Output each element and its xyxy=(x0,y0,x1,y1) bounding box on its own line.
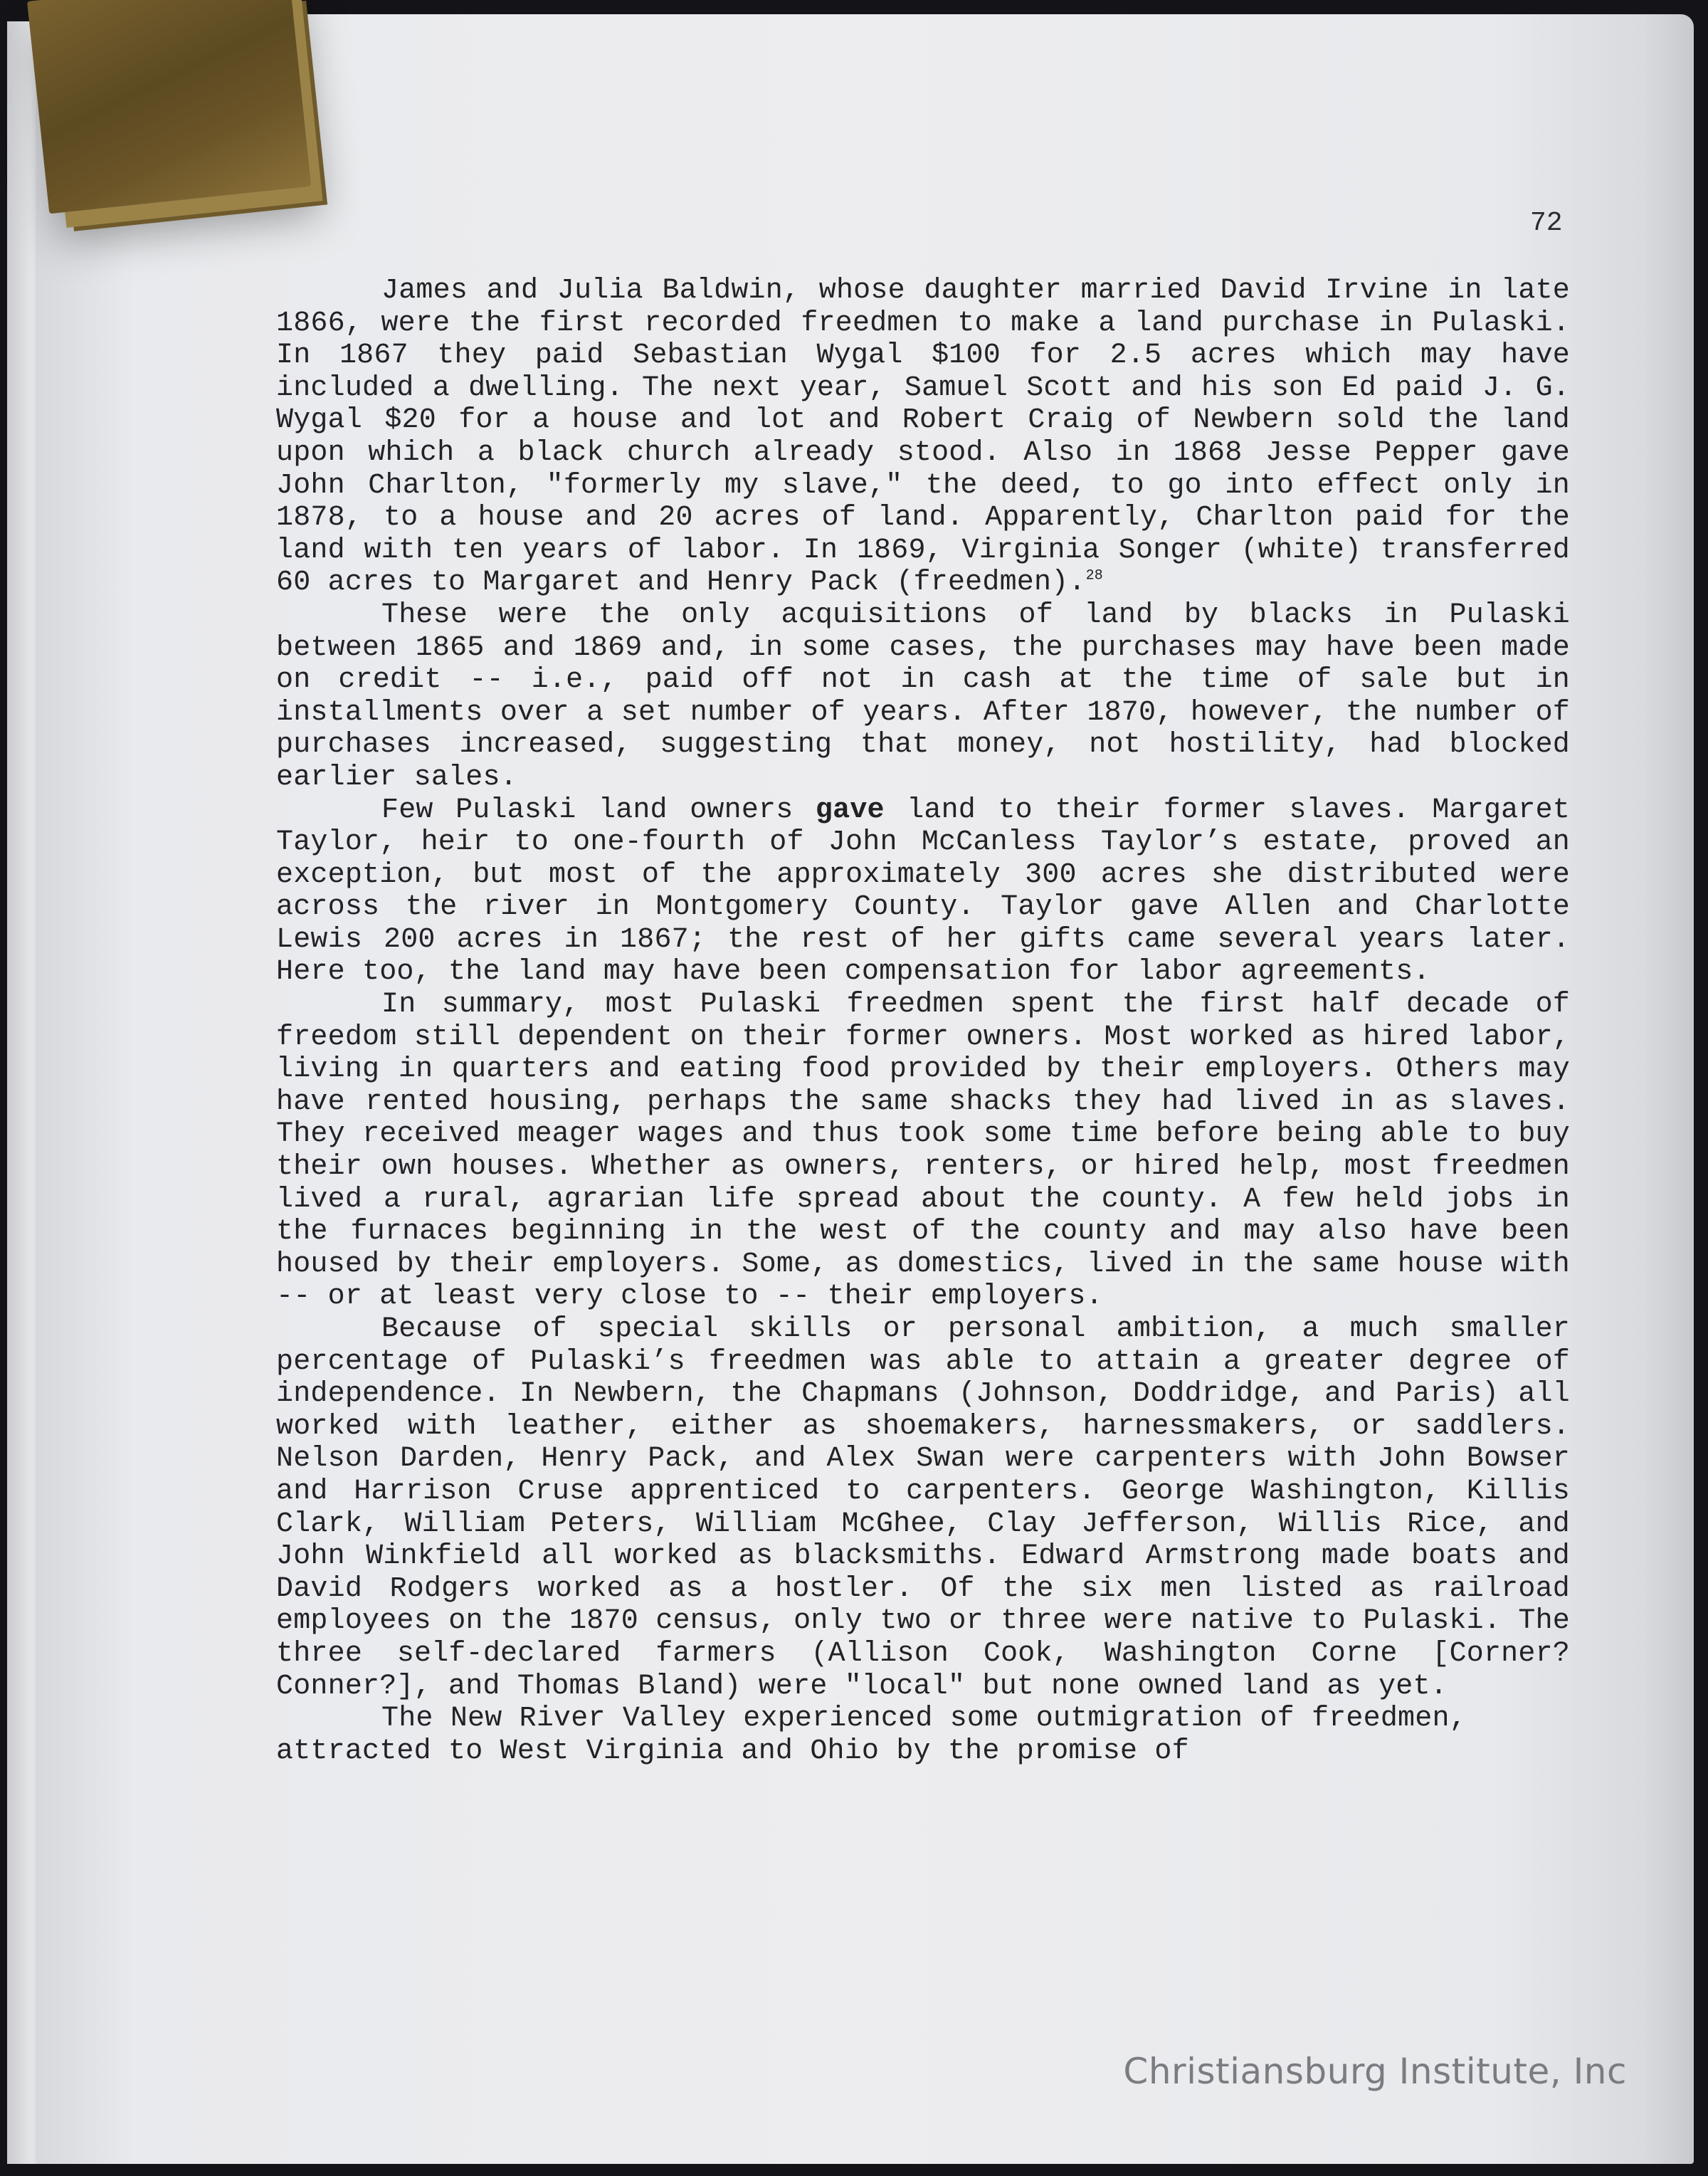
body-text xyxy=(276,275,1570,1767)
paragraph-6: The New River Valley experienced some outmigration of freedmen, attracted to West Virginia and Ohio by the promise of xyxy=(276,1703,1467,1767)
paragraph-2: These were the only acquisitions of land by blacks in Pulaski between 1865 and 1869 and, in some cases, the purchases may have been made on credit -- i.e., paid off not in cash at the time of sale but in installments over a set number of years. After 1870, however, the number of purchases increased, suggesting that money, not hostility, had blocked earlier sales. xyxy=(276,599,1570,794)
paragraph-3-text-before: Few Pulaski land owners xyxy=(381,794,816,826)
paragraph-5: Because of special skills or personal ambition, a much smaller percentage of Pulaski’s freedmen was able to attain a greater degree of independence. In Newbern, the Chapmans (Johnson, Doddridge, and Paris) all worked with leather, either as shoemakers, harnessmakers, or saddlers. Nelson Darden, Henry Pack, and Alex Swan were carpenters with John Bowser and Harrison Cruse apprenticed to carpenters. George Washington, Killis Clark, William Peters, William McGhee, Clay Jefferson, Willis Rice, and John Winkfield all worked as blacksmiths. Edward Armstrong made boats and David Rodgers worked as a hostler. Of the six men listed as railroad employees on the 1870 census, only two or three were native to Pulaski. The three self-declared farmers (Allison Cook, Washington Corne [Corner? Conner?], and Thomas Bland) were "local" but none owned land as yet. xyxy=(276,1313,1570,1703)
emphasis-word: gave xyxy=(815,794,885,826)
page-number: 72 xyxy=(1530,208,1563,238)
binder-clip xyxy=(27,0,311,214)
paragraph-3 xyxy=(276,794,1570,989)
footnote-marker: 28 xyxy=(1085,568,1103,585)
paragraph-1-text: James and Julia Baldwin, whose daughter married David Irvine in late 1866, were the first recorded freedmen to make a land purchase in Pulaski. In 1867 they paid Sebastian Wygal $100 for 2.5 acres which may have included a dwelling. The next year, Samuel Scott and his son Ed paid J. G. Wygal $20 for a house and lot and Robert Craig of Newbern sold the land upon which a black church already stood. Also in 1868 Jesse Pepper gave John Charlton, "formerly my slave," the deed, to go into effect only in 1878, to a house and 20 acres of land. Apparently, Charlton paid for the land with ten years of labor. In 1869, Virginia Songer (white) transferred 60 acres to Margaret and Henry Pack (freedmen). xyxy=(276,275,1570,599)
paragraph-4: In summary, most Pulaski freedmen spent the first half decade of freedom still dependent on their former owners. Most worked as hired labor, living in quarters and eating food provided by their employers. Others may have rented housing, perhaps the same shacks they had lived in as slaves. They received meager wages and thus took some time before being able to buy their own houses. Whether as owners, renters, or hired help, most freedmen lived a rural, agrarian life spread about the county. A few held jobs in the furnaces beginning in the west of the county and may also have been housed by their employers. Some, as domestics, lived in the same house with -- or at least very close to -- their employers. xyxy=(276,989,1570,1313)
paragraph-3-text-after: land to their former slaves. Margaret Taylor, heir to one-fourth of John McCanless Taylor’s estate, proved an exception, but most of the approximately 300 acres she distributed were across the river in Montgomery County. Taylor gave Allen and Charlotte Lewis 200 acres in 1867; the rest of her gifts came several years later. Here too, the land may have been compensation for labor agreements. xyxy=(276,794,1570,989)
paragraph-1 xyxy=(276,275,1570,599)
watermark: Christiansburg Institute, Inc xyxy=(1123,2051,1627,2092)
